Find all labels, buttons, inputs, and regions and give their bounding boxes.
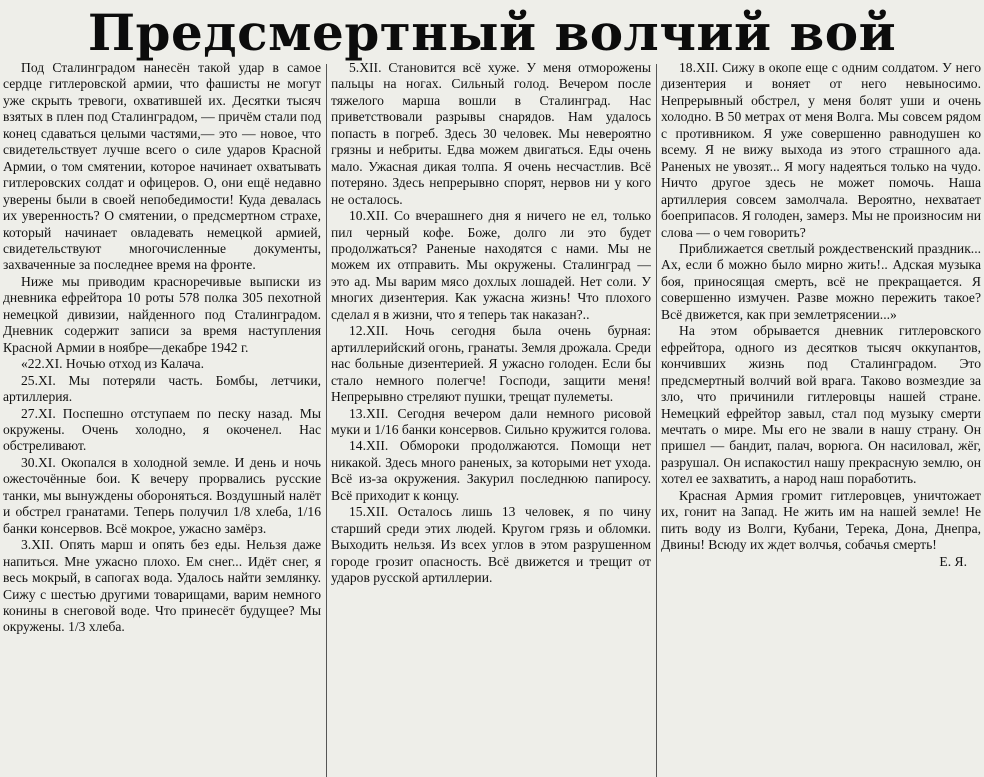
diary-entry: 15.XII. Осталось лишь 13 человек, я по чину старший среди этих людей. Кругом грязь и обломки. Выходить нельзя. Из всех углов в этом разрушенном городе грозит опасность. Всё движется и трещит от ударов русской артиллерии. — [331, 504, 651, 586]
diary-entry: 13.XII. Сегодня вечером дали немного рисовой муки и 1/16 банки консервов. Сильно кружится голова. — [331, 405, 651, 437]
article-column-1 — [3, 60, 321, 777]
diary-entry: 27.XI. Поспешно отступаем по песку назад. Мы окружены. Очень холодно, я окоченел. Нас обстреливают. — [3, 405, 321, 454]
article-column-3 — [661, 60, 981, 777]
diary-entry: 5.XII. Становится всё хуже. У меня отморожены пальцы на ногах. Сильный голод. Вечером после тяжелого марша вошли в Сталинград. Нас приветствовали разрывы снарядов. Нам удалось попасть в погреб. Здесь 30 человек. Мы невероятно грязны и небриты. Едва можем двигаться. Еды очень мало. Ужасная дикая толпа. Я очень несчастлив. Всё потеряно. Здесь непрерывно спорят, нервов ни у кого не осталось. — [331, 60, 651, 207]
column-divider — [326, 64, 327, 777]
article-paragraph: Красная Армия громит гитлеровцев, уничтожает их, гонит на Запад. Не жить им на нашей земле! Не пить воду из Волги, Кубани, Терека, Дона, Днепра, Двины! Всюду их ждет волчья, собачья смерть! — [661, 487, 981, 553]
diary-entry: 10.XII. Со вчерашнего дня я ничего не ел, только пил черный кофе. Боже, долго ли это будет продолжаться? Раненые находятся с нами. Мы не можем их отправить. Мы окружены. Сталинград — это ад. Мы варим мясо дохлых лошадей. Нет соли. У многих дизентерия. Как ужасна жизнь! Что плохого сделал я в жизни, что я теперь так наказан?.. — [331, 208, 651, 322]
article-paragraph: Под Сталинградом нанесён такой удар в самое сердце гитлеровской армии, что фашисты не могут уже скрыть тревоги, охватившей их. Десятки тысяч взятых в плен под Сталинградом, — причём стали под конец сдаваться целыми частями,— это — новое, что свидетельствует лучше всего о силе ударов Красной Армии, о том смятении, которое начинает охватывать гитлеровских солдат и офицеров. О, они ещё недавно уверены были в своей непобедимости! Куда девалась их уверенность? О смятении, о предсмертном страхе, который начинает овладевать немецкой армией, свидетельствуют многочисленные документы, захваченные за последнее время на фронте. — [3, 60, 321, 273]
article-paragraph: Ниже мы приводим красноречивые выписки из дневника ефрейтора 10 роты 578 полка 305 пехотной немецкой дивизии, найденного под Сталинградом. Дневник содержит записи за время наступления Красной Армии в ноябре—декабре 1942 г. — [3, 273, 321, 355]
diary-entry: 30.XI. Окопался в холодной земле. И день и ночь ожесточённые бои. К вечеру прорвались русские танки, мы вынуждены обороняться. Воздушный налёт и обстрел гранатами. Теперь получил 1/8 хлеба, 1/16 банки консервов. Всё мокрое, ужасно замёрз. — [3, 454, 321, 536]
diary-entry: «22.XI. Ночью отход из Калача. — [21, 356, 204, 372]
author-signature: Е. Я. — [939, 553, 967, 569]
diary-entry: 3.XII. Опять марш и опять без еды. Нельзя даже напиться. Мне ужасно плохо. Ем снег... Идёт снег, я весь мокрый, в сапогах вода. Удалось найти землянку. Сижу с шестью другими товарищами, варим немного конины в снеговой воде. Что принесёт будущее? Мы окружены. 1/3 хлеба. — [3, 537, 321, 635]
article-column-2 — [331, 60, 651, 777]
diary-entry: 14.XII. Обмороки продолжаются. Помощи нет никакой. Здесь много раненых, за которыми нет ухода. Всё из-за окружения. Закурил последнюю папиросу. Всё приходит к концу. — [331, 438, 651, 503]
diary-entry: 18.XII. Сижу в окопе еще с одним солдатом. У него дизентерия и воняет от него невыносимо. Непрерывный обстрел, у меня болят уши и очень холодно. В 50 метрах от меня Волга. Мы совсем рядом с противником. Я уже совершенно равнодушен ко всему. Я не вижу выхода из этого страшного ада. Раненых не увозят... Я могу надеяться только на чудо. Ничто другое здесь не может помочь. Наша артиллерия совсем замолчала. Вероятно, нехватает боеприпасов. Я голоден, замерз. Мы не произносим ни слова — о чем говорить? — [661, 60, 981, 240]
diary-entry: 25.XI. Мы потеряли часть. Бомбы, летчики, артиллерия. — [3, 372, 321, 405]
diary-entry: Приближается светлый рождественский праздник... Ах, если б можно было мирно жить!.. Адская музыка боя, приносящая смерть, всё не прекращается. Я совершенно измучен. Разве можно пережить такое? Всё движется, как при землетрясении...» — [661, 240, 981, 322]
article-paragraph: На этом обрывается дневник гитлеровского ефрейтора, одного из десятков тысяч оккупантов, кончивших жизнь под Сталинградом. Это предсмертный волчий вой врага. Таково возмездие за зло, что причинили гитлеровцы нашей стране. Немецкий ефрейтор завыл, стал под музыку смерти мечтать о мире. Мы его не звали в нашу страну. Он пришел — бандит, палач, ворюга. Он насиловал, жёг, разрушал. Он испакостил нашу прекрасную землю, он хотел ее захватить, а народ наш поработить. — [661, 323, 981, 487]
column-divider — [656, 64, 657, 777]
article-headline: Предсмертный волчий вой — [87, 3, 897, 62]
diary-entry: 12.XII. Ночь сегодня была очень бурная: артиллерийский огонь, гранаты. Земля дрожала. Среди нас больные дизентерией. Я ужасно голоден. Если бы стало немного полегче! Господи, защити меня! Непрерывно стреляют пушки, трещат пулеметы. — [331, 323, 651, 405]
article-body — [0, 60, 984, 777]
